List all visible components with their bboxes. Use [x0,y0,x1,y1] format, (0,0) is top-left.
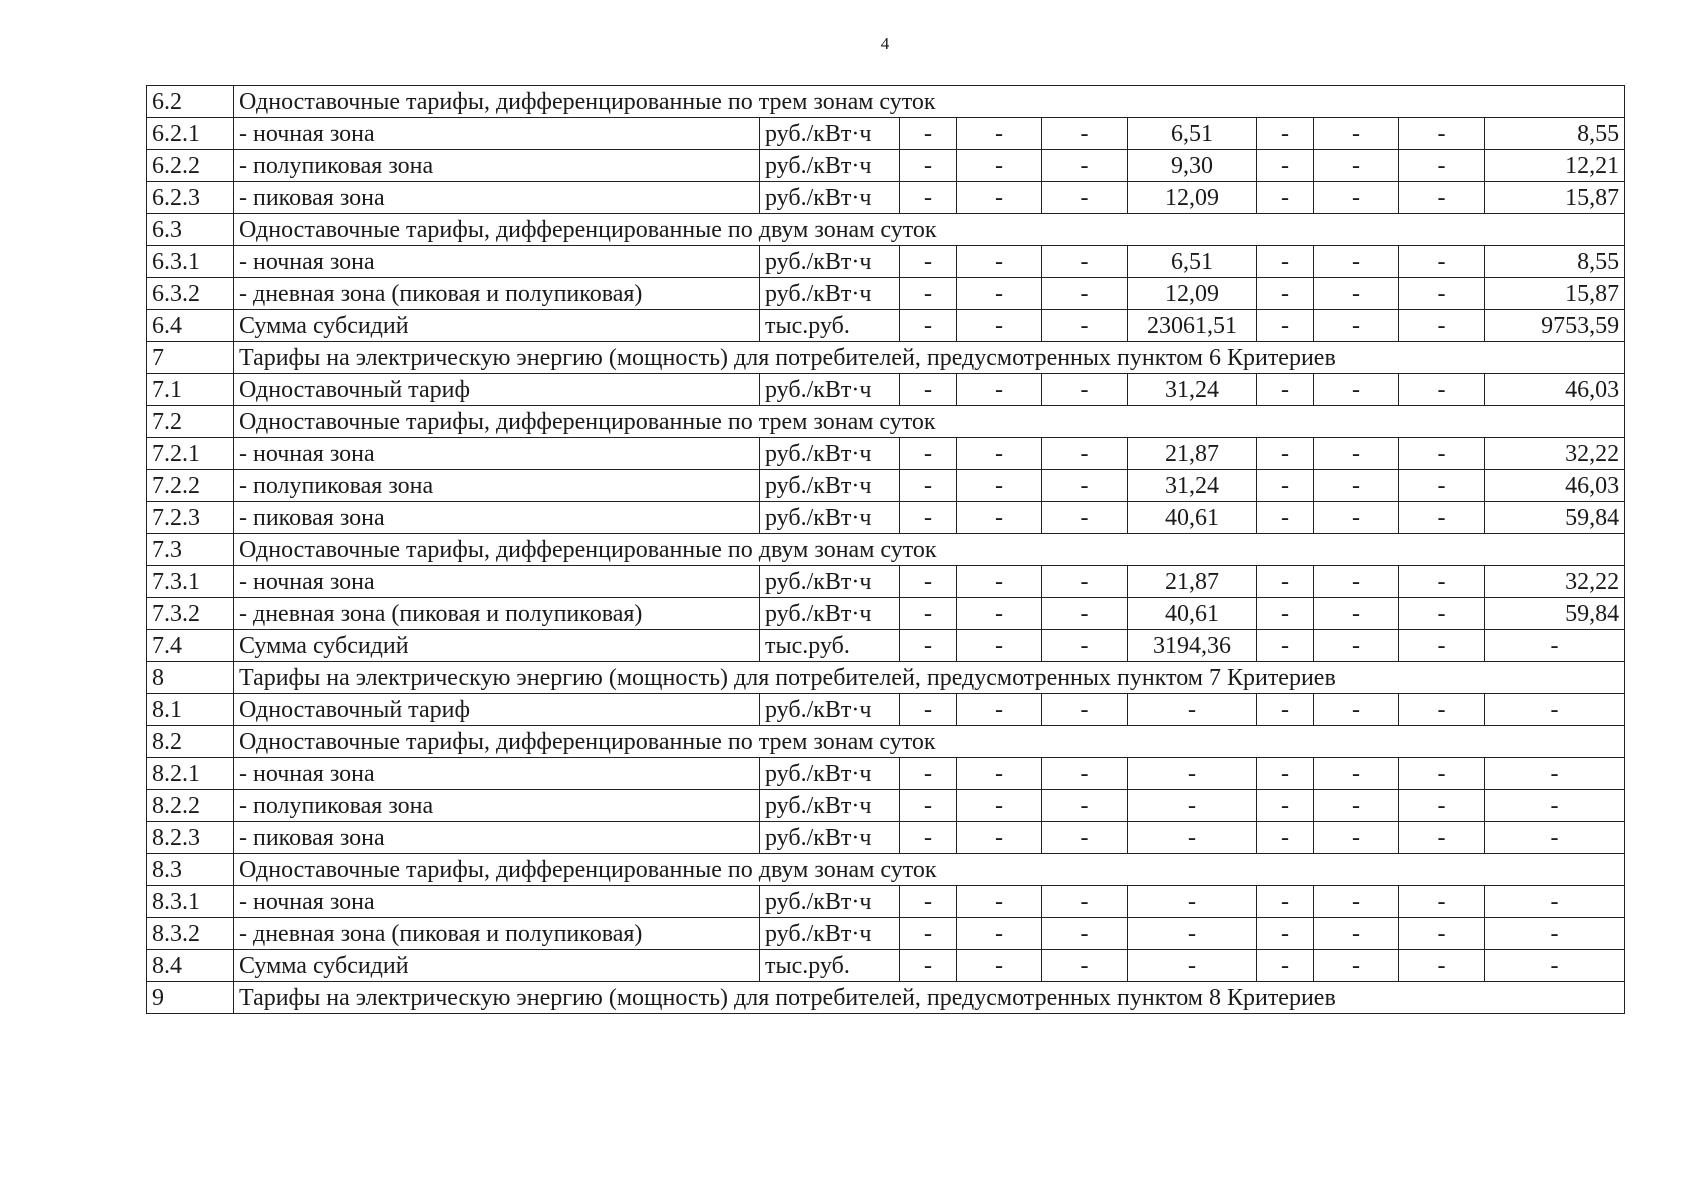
value-cell: - [957,790,1042,822]
value-cell: - [1399,918,1485,950]
value-cell: - [1485,630,1625,662]
value-cell: - [1042,310,1128,342]
value-cell: - [1485,918,1625,950]
value-cell: - [1128,950,1257,982]
row-number-cell: 7.3 [147,534,234,566]
value-cell: - [957,118,1042,150]
table-row [147,950,1625,982]
value-cell: - [1314,118,1399,150]
value-cell: - [1485,758,1625,790]
row-number-cell: 8.3.1 [147,886,234,918]
value-cell: - [1042,246,1128,278]
section-row [147,406,1625,438]
value-cell: - [957,950,1042,982]
row-number-cell: 8.2.3 [147,822,234,854]
table-row [147,246,1625,278]
row-number-cell: 6.3.2 [147,278,234,310]
row-name-cell: - полупиковая зона [234,150,760,182]
unit-cell: руб./кВт·ч [760,886,900,918]
value-cell: - [1257,150,1314,182]
table-row [147,310,1625,342]
value-cell: 12,09 [1128,278,1257,310]
row-name-cell: - пиковая зона [234,182,760,214]
value-cell: - [1128,822,1257,854]
row-number-cell: 8.2.2 [147,790,234,822]
value-cell: 32,22 [1485,438,1625,470]
table-row [147,758,1625,790]
unit-cell: руб./кВт·ч [760,598,900,630]
value-cell: 21,87 [1128,438,1257,470]
value-cell: - [1042,278,1128,310]
value-cell: 59,84 [1485,598,1625,630]
section-row [147,726,1625,758]
value-cell: - [900,886,957,918]
value-cell: - [1257,182,1314,214]
section-row [147,662,1625,694]
row-name-cell: Одноставочный тариф [234,694,760,726]
value-cell: - [1042,118,1128,150]
value-cell: - [900,150,957,182]
row-number-cell: 6.2 [147,86,234,118]
value-cell: - [1314,278,1399,310]
value-cell: - [1128,758,1257,790]
value-cell: - [1399,598,1485,630]
row-number-cell: 6.4 [147,310,234,342]
value-cell: - [900,470,957,502]
value-cell: 6,51 [1128,118,1257,150]
row-name-cell: - дневная зона (пиковая и полупиковая) [234,598,760,630]
value-cell: 23061,51 [1128,310,1257,342]
value-cell: 21,87 [1128,566,1257,598]
value-cell: - [1314,182,1399,214]
value-cell: - [1042,566,1128,598]
row-name-cell: Сумма субсидий [234,950,760,982]
value-cell: - [1257,470,1314,502]
row-name-cell: - ночная зона [234,886,760,918]
value-cell: - [1399,630,1485,662]
tariff-table [146,85,1625,1014]
row-number-cell: 9 [147,982,234,1014]
unit-cell: руб./кВт·ч [760,470,900,502]
value-cell: - [957,246,1042,278]
value-cell: - [900,630,957,662]
value-cell: - [1314,310,1399,342]
unit-cell: руб./кВт·ч [760,502,900,534]
value-cell: - [1485,790,1625,822]
table-row [147,438,1625,470]
value-cell: - [957,566,1042,598]
value-cell: 15,87 [1485,182,1625,214]
section-row [147,982,1625,1014]
value-cell: - [900,182,957,214]
row-number-cell: 8.3.2 [147,918,234,950]
value-cell: - [1257,950,1314,982]
row-number-cell: 8.2.1 [147,758,234,790]
table-row [147,694,1625,726]
value-cell: - [1042,374,1128,406]
value-cell: - [1314,694,1399,726]
section-row [147,854,1625,886]
value-cell: - [1399,886,1485,918]
value-cell: - [1314,758,1399,790]
section-title-cell: Одноставочные тарифы, дифференцированные по двум зонам суток [234,854,1625,886]
value-cell: - [1042,918,1128,950]
value-cell: - [957,150,1042,182]
table-row [147,278,1625,310]
value-cell: - [957,470,1042,502]
value-cell: 32,22 [1485,566,1625,598]
value-cell: 8,55 [1485,246,1625,278]
section-title-cell: Одноставочные тарифы, дифференцированные по двум зонам суток [234,534,1625,566]
row-number-cell: 8.4 [147,950,234,982]
unit-cell: руб./кВт·ч [760,438,900,470]
value-cell: - [1485,950,1625,982]
value-cell: - [1128,886,1257,918]
value-cell: - [1314,470,1399,502]
value-cell: 9,30 [1128,150,1257,182]
value-cell: - [957,758,1042,790]
value-cell: - [1399,950,1485,982]
value-cell: 31,24 [1128,470,1257,502]
row-name-cell: - дневная зона (пиковая и полупиковая) [234,918,760,950]
row-number-cell: 8.3 [147,854,234,886]
row-name-cell: - ночная зона [234,118,760,150]
unit-cell: тыс.руб. [760,950,900,982]
value-cell: - [957,694,1042,726]
value-cell: 46,03 [1485,374,1625,406]
unit-cell: руб./кВт·ч [760,278,900,310]
row-name-cell: - пиковая зона [234,822,760,854]
row-name-cell: Сумма субсидий [234,630,760,662]
unit-cell: тыс.руб. [760,630,900,662]
value-cell: - [1257,598,1314,630]
value-cell: - [1042,598,1128,630]
value-cell: - [1257,246,1314,278]
section-title-cell: Одноставочные тарифы, дифференцированные по трем зонам суток [234,86,1625,118]
value-cell: - [1042,758,1128,790]
unit-cell: руб./кВт·ч [760,694,900,726]
value-cell: - [900,246,957,278]
value-cell: - [957,502,1042,534]
unit-cell: руб./кВт·ч [760,246,900,278]
table-body [147,86,1625,1014]
table-row [147,598,1625,630]
value-cell: - [1399,822,1485,854]
value-cell: - [1128,694,1257,726]
value-cell: - [1042,822,1128,854]
unit-cell: тыс.руб. [760,310,900,342]
row-name-cell: - полупиковая зона [234,470,760,502]
value-cell: 46,03 [1485,470,1625,502]
value-cell: - [900,758,957,790]
row-name-cell: - дневная зона (пиковая и полупиковая) [234,278,760,310]
value-cell: - [900,502,957,534]
value-cell: - [1485,886,1625,918]
value-cell: - [1399,790,1485,822]
value-cell: - [1314,950,1399,982]
value-cell: 8,55 [1485,118,1625,150]
value-cell: - [1485,822,1625,854]
value-cell: - [1042,502,1128,534]
value-cell: - [1042,950,1128,982]
value-cell: - [1314,150,1399,182]
value-cell: - [1399,310,1485,342]
value-cell: - [900,598,957,630]
row-number-cell: 8 [147,662,234,694]
row-number-cell: 8.1 [147,694,234,726]
value-cell: - [957,598,1042,630]
value-cell: 9753,59 [1485,310,1625,342]
value-cell: - [1399,118,1485,150]
table-row [147,470,1625,502]
value-cell: - [1257,374,1314,406]
value-cell: - [957,374,1042,406]
row-name-cell: - ночная зона [234,758,760,790]
value-cell: - [957,918,1042,950]
row-number-cell: 7.2.3 [147,502,234,534]
unit-cell: руб./кВт·ч [760,182,900,214]
unit-cell: руб./кВт·ч [760,566,900,598]
value-cell: - [1314,886,1399,918]
value-cell: - [1042,438,1128,470]
section-title-cell: Одноставочные тарифы, дифференцированные по двум зонам суток [234,214,1625,246]
row-number-cell: 7.3.2 [147,598,234,630]
row-name-cell: Сумма субсидий [234,310,760,342]
value-cell: - [1042,182,1128,214]
row-name-cell: - полупиковая зона [234,790,760,822]
value-cell: 40,61 [1128,502,1257,534]
row-number-cell: 7.2.2 [147,470,234,502]
value-cell: - [1257,438,1314,470]
value-cell: - [900,790,957,822]
value-cell: - [1399,758,1485,790]
value-cell: - [1399,374,1485,406]
value-cell: - [1257,630,1314,662]
table-row [147,790,1625,822]
value-cell: - [957,278,1042,310]
table-row [147,150,1625,182]
value-cell: - [1257,822,1314,854]
value-cell: - [1314,502,1399,534]
value-cell: - [1042,694,1128,726]
value-cell: - [1257,566,1314,598]
value-cell: 59,84 [1485,502,1625,534]
row-number-cell: 6.3 [147,214,234,246]
row-number-cell: 7.2.1 [147,438,234,470]
value-cell: - [1042,790,1128,822]
value-cell: - [1042,150,1128,182]
value-cell: - [900,374,957,406]
table-row [147,886,1625,918]
value-cell: 15,87 [1485,278,1625,310]
value-cell: - [1314,790,1399,822]
row-name-cell: - ночная зона [234,246,760,278]
unit-cell: руб./кВт·ч [760,758,900,790]
value-cell: 6,51 [1128,246,1257,278]
section-row [147,86,1625,118]
value-cell: - [900,822,957,854]
table-row [147,566,1625,598]
value-cell: - [1399,150,1485,182]
value-cell: - [1257,886,1314,918]
table-row [147,374,1625,406]
section-row [147,534,1625,566]
row-number-cell: 7.2 [147,406,234,438]
value-cell: - [1314,246,1399,278]
section-title-cell: Тарифы на электрическую энергию (мощность) для потребителей, предусмотренных пунктом 7 Критериев [234,662,1625,694]
value-cell: - [1485,694,1625,726]
value-cell: - [1314,918,1399,950]
row-number-cell: 7 [147,342,234,374]
value-cell: - [957,886,1042,918]
section-row [147,214,1625,246]
value-cell: - [1399,470,1485,502]
value-cell: - [1128,918,1257,950]
value-cell: - [900,566,957,598]
value-cell: - [900,118,957,150]
value-cell: - [900,918,957,950]
value-cell: - [1257,118,1314,150]
unit-cell: руб./кВт·ч [760,118,900,150]
table-row [147,118,1625,150]
value-cell: - [1042,886,1128,918]
row-number-cell: 6.2.2 [147,150,234,182]
value-cell: - [900,438,957,470]
value-cell: - [1314,374,1399,406]
value-cell: - [1257,310,1314,342]
value-cell: 31,24 [1128,374,1257,406]
value-cell: - [1257,758,1314,790]
value-cell: - [1257,694,1314,726]
value-cell: - [1399,182,1485,214]
page-number: 4 [880,34,890,53]
row-number-cell: 8.2 [147,726,234,758]
row-name-cell: - пиковая зона [234,502,760,534]
row-number-cell: 7.1 [147,374,234,406]
unit-cell: руб./кВт·ч [760,822,900,854]
value-cell: - [957,438,1042,470]
value-cell: - [1399,502,1485,534]
section-title-cell: Одноставочные тарифы, дифференцированные по трем зонам суток [234,726,1625,758]
value-cell: - [957,822,1042,854]
value-cell: 12,09 [1128,182,1257,214]
unit-cell: руб./кВт·ч [760,150,900,182]
value-cell: - [957,182,1042,214]
value-cell: - [1042,630,1128,662]
unit-cell: руб./кВт·ч [760,790,900,822]
section-title-cell: Тарифы на электрическую энергию (мощность) для потребителей, предусмотренных пунктом 6 Критериев [234,342,1625,374]
row-number-cell: 6.2.1 [147,118,234,150]
value-cell: 3194,36 [1128,630,1257,662]
section-title-cell: Одноставочные тарифы, дифференцированные по трем зонам суток [234,406,1625,438]
value-cell: 12,21 [1485,150,1625,182]
value-cell: - [957,310,1042,342]
value-cell: - [1399,694,1485,726]
value-cell: - [900,694,957,726]
value-cell: - [1399,278,1485,310]
value-cell: - [900,310,957,342]
row-number-cell: 7.4 [147,630,234,662]
value-cell: - [1314,566,1399,598]
value-cell: 40,61 [1128,598,1257,630]
table-row [147,822,1625,854]
row-number-cell: 6.3.1 [147,246,234,278]
table-row [147,918,1625,950]
value-cell: - [1257,502,1314,534]
unit-cell: руб./кВт·ч [760,918,900,950]
row-name-cell: - ночная зона [234,438,760,470]
value-cell: - [1042,470,1128,502]
row-name-cell: Одноставочный тариф [234,374,760,406]
section-title-cell: Тарифы на электрическую энергию (мощность) для потребителей, предусмотренных пунктом 8 Критериев [234,982,1625,1014]
value-cell: - [1314,438,1399,470]
table-row [147,182,1625,214]
value-cell: - [1314,822,1399,854]
value-cell: - [957,630,1042,662]
value-cell: - [900,278,957,310]
value-cell: - [1257,278,1314,310]
unit-cell: руб./кВт·ч [760,374,900,406]
section-row [147,342,1625,374]
table-row [147,502,1625,534]
value-cell: - [1399,566,1485,598]
value-cell: - [1314,630,1399,662]
row-number-cell: 6.2.3 [147,182,234,214]
value-cell: - [1257,790,1314,822]
row-number-cell: 7.3.1 [147,566,234,598]
value-cell: - [1314,598,1399,630]
value-cell: - [1128,790,1257,822]
value-cell: - [900,950,957,982]
value-cell: - [1257,918,1314,950]
row-name-cell: - ночная зона [234,566,760,598]
value-cell: - [1399,246,1485,278]
value-cell: - [1399,438,1485,470]
table-row [147,630,1625,662]
